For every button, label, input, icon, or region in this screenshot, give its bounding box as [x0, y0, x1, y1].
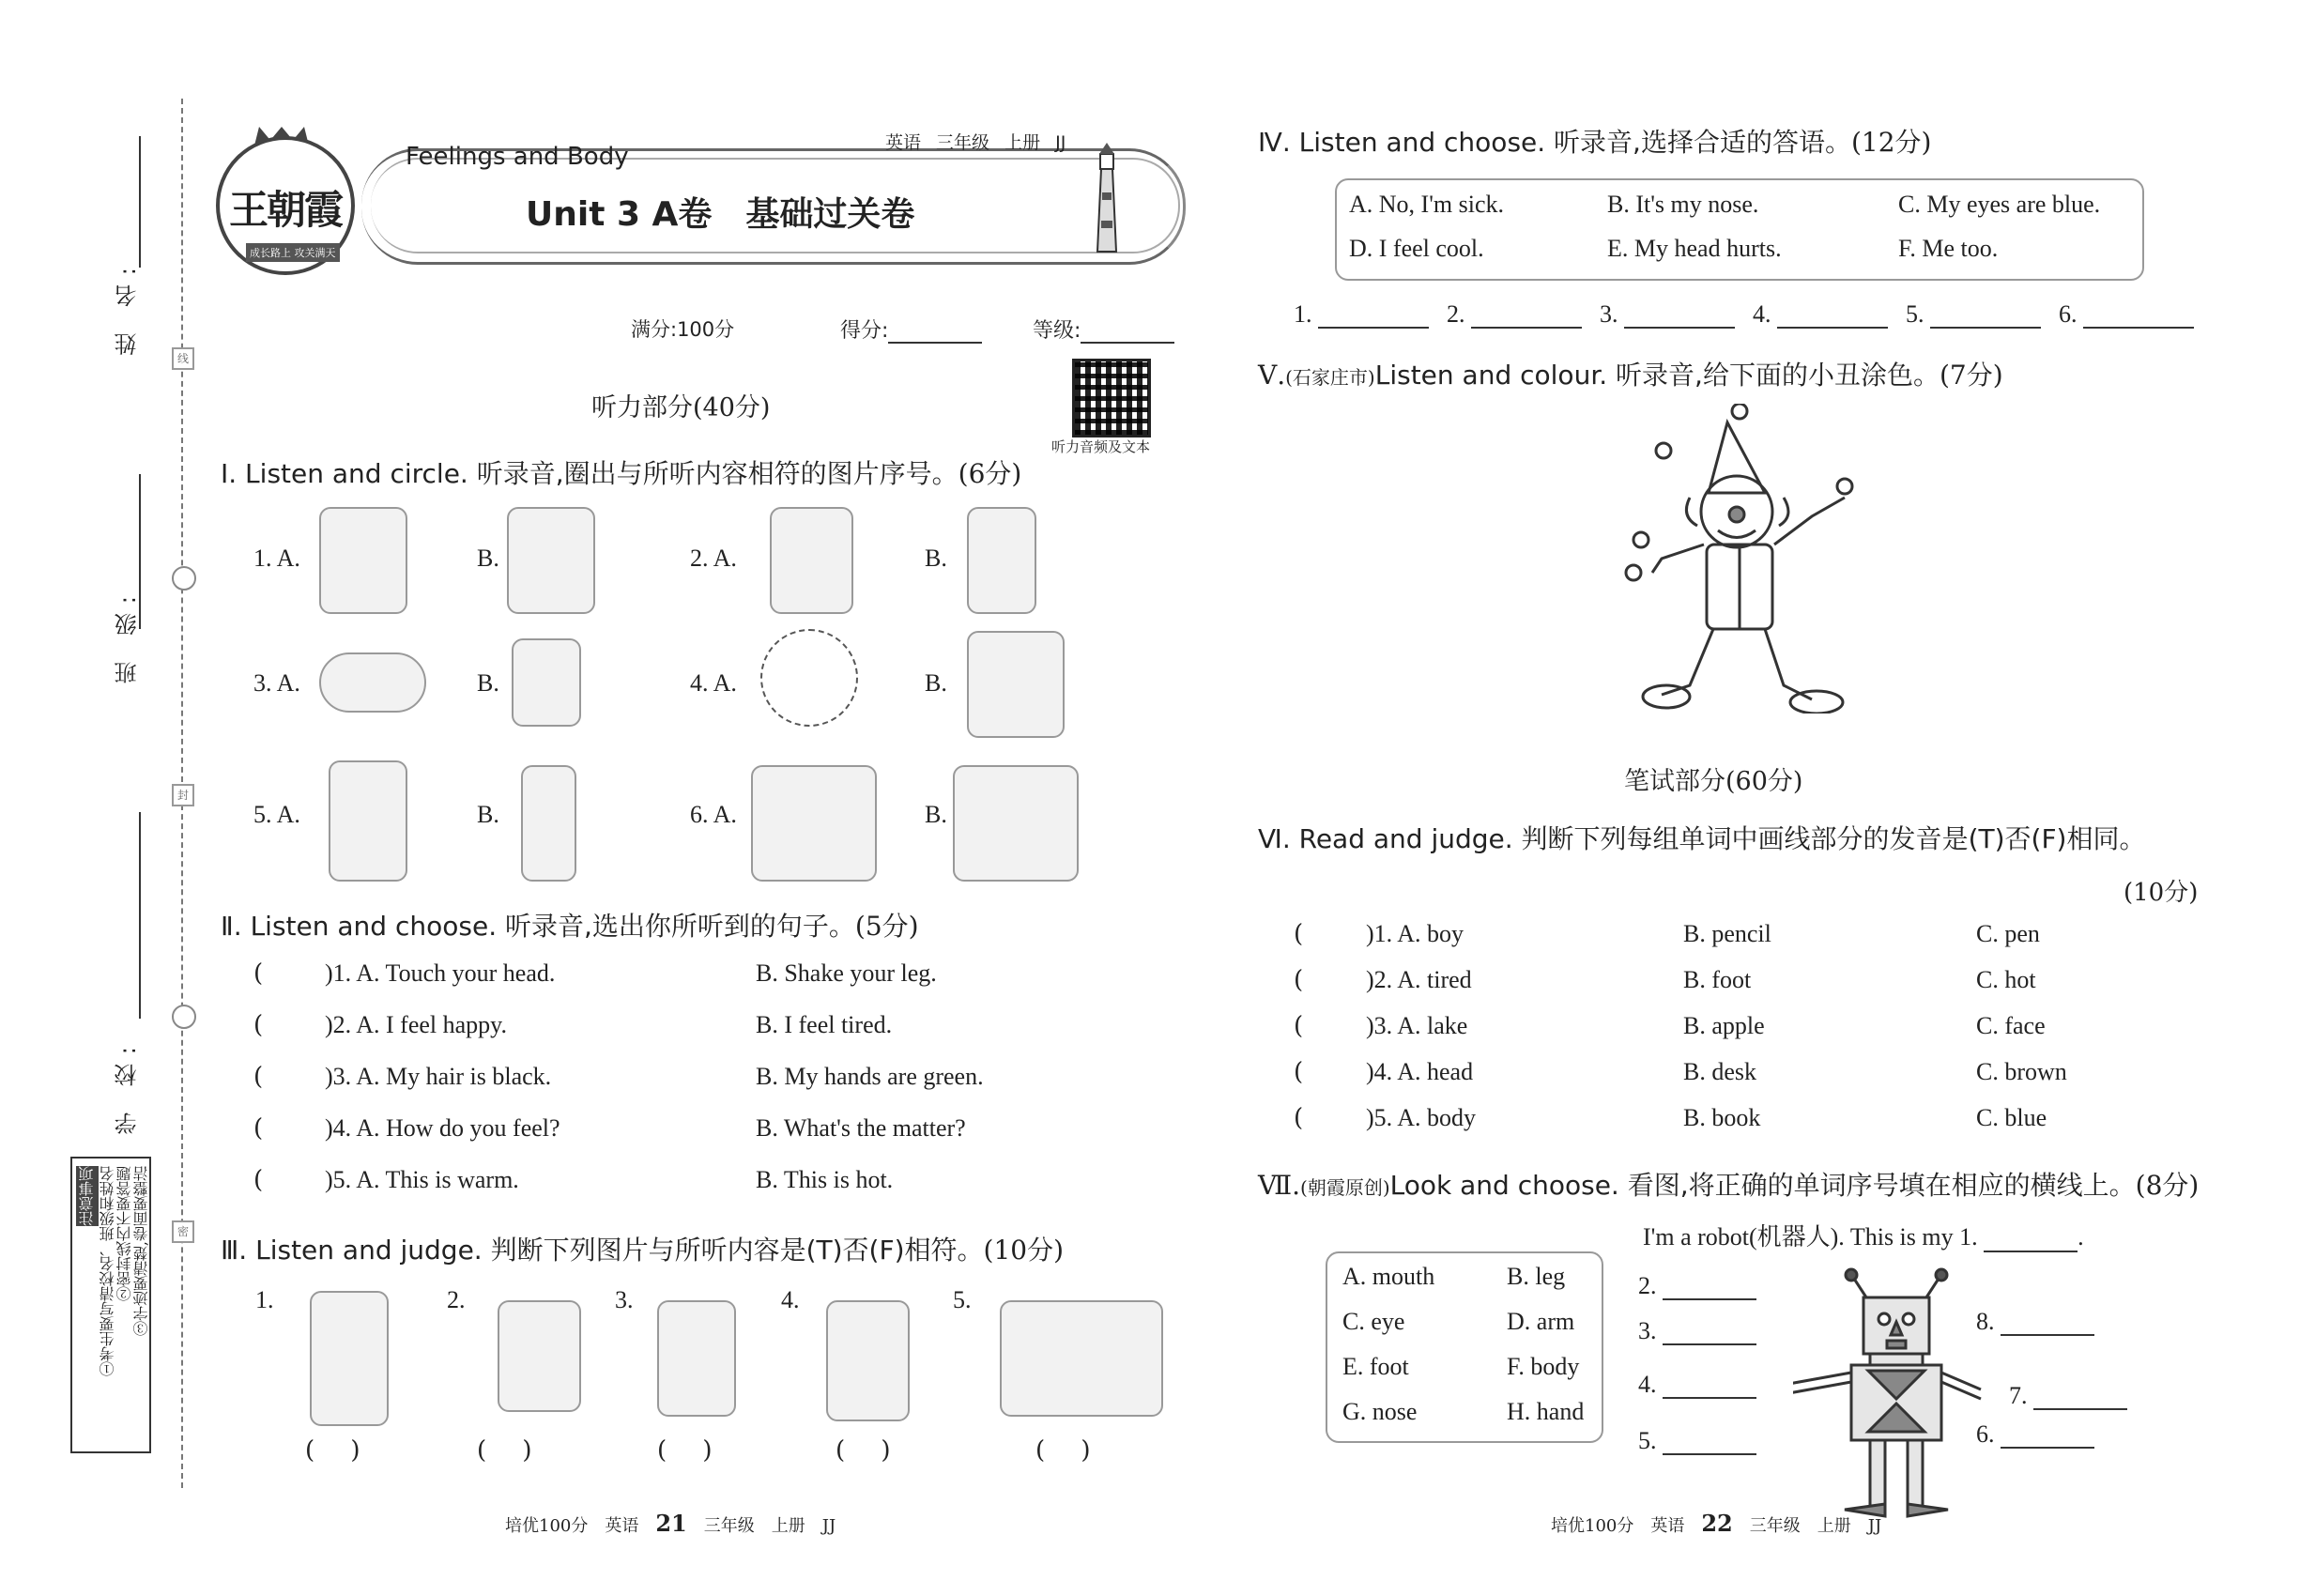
monster-picture[interactable] [329, 760, 407, 882]
word-a: )1. A. boy [1366, 920, 1464, 947]
item-label: 4. A. [690, 669, 737, 697]
answer-bracket[interactable]: ( [1294, 920, 1304, 948]
answer-bracket[interactable]: ( ) [836, 1436, 891, 1465]
answer-slot: 6. [2059, 300, 2194, 329]
course-meta: 英语 三年级 上册 JJ [885, 132, 1066, 153]
option-a: )5. A. This is warm. [325, 1166, 519, 1193]
choice-option: E. My head hurts. [1607, 235, 1782, 262]
word-c: C. brown [1976, 1058, 2067, 1085]
binding-hole-icon [172, 566, 196, 591]
foot-picture[interactable] [967, 507, 1036, 614]
item-number: 1. [255, 1286, 274, 1313]
answer-bracket[interactable]: ( [253, 959, 264, 988]
notice-title: 注意事项 [76, 1166, 99, 1226]
answer-bracket[interactable]: ( [1294, 1012, 1304, 1040]
word-c: C. blue [1976, 1104, 2047, 1131]
item-label: B. [925, 669, 947, 697]
answer-slot: 4. [1753, 300, 1888, 329]
monster-hands-picture [826, 1300, 910, 1421]
word-c: C. hot [1976, 966, 2036, 993]
word-c: C. face [1976, 1012, 2046, 1039]
nose-picture[interactable] [512, 638, 581, 727]
answer-slot: 5. [1906, 300, 2041, 329]
notice-item: ③字迹要清楚,卷面要整洁 [132, 1166, 150, 1337]
answer-blank[interactable] [1930, 327, 2041, 329]
family-dinner-picture [1000, 1300, 1163, 1417]
option-b: B. What's the matter? [756, 1114, 966, 1142]
answer-bracket[interactable]: ( [1294, 1104, 1304, 1132]
answer-bracket[interactable]: ( [1294, 1058, 1304, 1086]
option-a: )2. A. I feel happy. [325, 1011, 507, 1038]
family-picture-b[interactable] [953, 765, 1079, 882]
item-label: 3. A. [253, 669, 300, 697]
answer-blank[interactable] [1318, 327, 1429, 329]
page-title: Unit 3 A卷 基础过关卷 [526, 195, 915, 234]
answer-blank[interactable] [2001, 1334, 2094, 1336]
choice-option: F. Me too. [1898, 235, 1999, 262]
blank-label: 5. [1638, 1427, 1756, 1455]
word-b: B. apple [1683, 1012, 1765, 1039]
answer-slot: 3. [1600, 300, 1735, 329]
alien-picture [657, 1300, 736, 1417]
full-score: 满分:100分 [631, 318, 735, 341]
score-field [840, 315, 982, 344]
blank-label: 3. [1638, 1317, 1756, 1345]
hand-picture[interactable] [770, 507, 853, 614]
girl-crying-picture[interactable] [507, 507, 595, 614]
family-picture-a[interactable] [751, 765, 877, 882]
section-6-title: Ⅵ. Read and judge. 判断下列每组单词中画线部分的发音是(T)否(F)相同。 [1258, 823, 2146, 854]
item-label: B. [925, 545, 947, 572]
option-b: B. Shake your leg. [756, 959, 937, 987]
grade-field [1033, 315, 1174, 344]
answer-bracket[interactable]: ( ) [1035, 1436, 1091, 1465]
seal-mark: 线 [172, 347, 194, 370]
word-bank-item: D. arm [1507, 1308, 1575, 1335]
answer-blank[interactable] [2083, 327, 2194, 329]
robot-intro: I'm a robot(机器人). This is my 1. . [1643, 1223, 2084, 1251]
word-a: )4. A. head [1366, 1058, 1474, 1085]
unit-subtitle: Feelings and Body [406, 143, 629, 171]
section-6-points: (10分) [2124, 879, 2199, 907]
name-label: 姓 名: [115, 258, 141, 356]
answer-bracket[interactable]: ( [253, 1114, 264, 1143]
word-a: )5. A. body [1366, 1104, 1476, 1131]
blank-label: 8. [1976, 1308, 2094, 1336]
notice-box [70, 1157, 151, 1453]
section-5-title: Ⅴ.(石家庄市)Listen and colour. 听录音,给下面的小丑涂色。(7分) [1258, 360, 2003, 391]
school-field[interactable] [139, 812, 141, 1019]
word-bank-item: G. nose [1342, 1398, 1418, 1425]
qr-caption: 听力音频及文本 [1051, 438, 1151, 455]
item-label: B. [477, 545, 499, 572]
blank-label: 4. [1638, 1371, 1756, 1399]
listening-heading: 听力部分(40分) [591, 393, 771, 422]
option-b: B. This is hot. [756, 1166, 894, 1193]
name-field[interactable] [139, 136, 141, 268]
page-number: 21 [655, 1510, 687, 1537]
section-1-title: Ⅰ. Listen and circle. 听录音,圈出与所听内容相符的图片序号。(6分) [221, 458, 1022, 489]
boy-face-picture[interactable] [319, 507, 407, 614]
lighthouse-icon [1094, 141, 1120, 253]
sick-boy-picture [310, 1291, 389, 1426]
tall-monster-picture[interactable] [521, 765, 576, 882]
word-bank-item: B. leg [1507, 1263, 1566, 1290]
item-label: 1. A. [253, 545, 300, 572]
answer-bracket[interactable]: ( [253, 1166, 264, 1194]
answer-blank[interactable] [1777, 327, 1888, 329]
boy-touching-nose-picture [498, 1300, 581, 1412]
choice-option: D. I feel cool. [1349, 235, 1484, 262]
item-number: 5. [953, 1286, 972, 1313]
answer-blank[interactable] [1984, 1251, 2078, 1252]
word-bank-item: A. mouth [1342, 1263, 1435, 1290]
class-label: 班 级: [115, 587, 141, 684]
footer-right: 培优100分 英语 22 三年级 上册 JJ [1551, 1510, 1882, 1537]
word-b: B. pencil [1683, 920, 1771, 947]
section-2-title: Ⅱ. Listen and choose. 听录音,选出你所听到的句子。(5分) [221, 911, 919, 942]
word-bank-item: C. eye [1342, 1308, 1405, 1335]
choice-option: B. It's my nose. [1607, 191, 1759, 218]
blank-label: 6. [1976, 1420, 2094, 1449]
item-label: 2. A. [690, 545, 737, 572]
item-number: 2. [447, 1286, 466, 1313]
answer-blank[interactable] [1663, 1453, 1756, 1455]
item-label: B. [477, 801, 499, 828]
option-b: B. My hands are green. [756, 1063, 984, 1090]
cat-picture-circled[interactable] [760, 629, 858, 727]
option-a: )4. A. How do you feel? [325, 1114, 560, 1142]
choice-option: A. No, I'm sick. [1349, 191, 1505, 218]
word-bank-item: F. body [1507, 1353, 1580, 1380]
seal-mark: 封 [172, 784, 194, 806]
school-label: 学 校: [115, 1037, 141, 1135]
blank-label: 2. [1638, 1272, 1756, 1300]
binding-hole-icon [172, 1005, 196, 1029]
qr-code-icon[interactable] [1072, 359, 1151, 437]
class-field[interactable] [139, 474, 141, 629]
choice-option: C. My eyes are blue. [1898, 191, 2101, 218]
grade-blank[interactable] [1081, 321, 1174, 344]
section-4-title: Ⅳ. Listen and choose. 听录音,选择合适的答语。(12分) [1258, 127, 1932, 158]
footer-left: 培优100分 英语 21 三年级 上册 JJ [505, 1510, 836, 1537]
answer-bracket[interactable]: ( [253, 1063, 264, 1091]
notice-item: ②密封线内不要答题 [115, 1166, 133, 1301]
answer-slot: 1. [1294, 300, 1429, 329]
answer-bracket[interactable]: ( [253, 1011, 264, 1039]
item-label: 5. A. [253, 801, 300, 828]
word-bank-item: E. foot [1342, 1353, 1409, 1380]
score-label: 得分: [840, 319, 889, 343]
brand-tag: 成长路上 攻关满天 [246, 243, 340, 262]
word-a: )3. A. lake [1366, 1012, 1468, 1039]
dog-picture[interactable] [967, 631, 1065, 738]
answer-slot: 2. [1447, 300, 1582, 329]
answer-blank[interactable] [1471, 327, 1582, 329]
answer-blank[interactable] [2001, 1447, 2094, 1449]
word-bank-item: H. hand [1507, 1398, 1585, 1425]
word-c: C. pen [1976, 920, 2040, 947]
answer-bracket[interactable]: ( ) [477, 1436, 532, 1465]
answer-bracket[interactable]: ( [1294, 966, 1304, 994]
answer-bracket[interactable]: ( ) [657, 1436, 713, 1465]
item-label: B. [477, 669, 499, 697]
word-b: B. desk [1683, 1058, 1756, 1085]
item-label: B. [925, 801, 947, 828]
item-number: 4. [781, 1286, 800, 1313]
answer-blank[interactable] [1663, 1298, 1756, 1300]
word-b: B. foot [1683, 966, 1752, 993]
section-7-title: Ⅶ.(朝霞原创)Look and choose. 看图,将正确的单词序号填在相应的横线上。(8分) [1258, 1170, 2200, 1201]
blank-label: 7. [2009, 1382, 2127, 1410]
item-label: 6. A. [690, 801, 737, 828]
robot-picture [1793, 1267, 2037, 1521]
brand-name: 王朝霞 [228, 187, 342, 233]
option-a: )1. A. Touch your head. [325, 959, 556, 987]
score-blank[interactable] [888, 321, 982, 344]
answer-bracket[interactable]: ( ) [305, 1436, 360, 1465]
notice-item: ①考生要写清校名、班级和姓名 [99, 1166, 116, 1376]
lips-picture[interactable] [319, 652, 426, 713]
page-number: 22 [1701, 1510, 1733, 1537]
writing-heading: 笔试部分(60分) [1624, 767, 1803, 796]
word-a: )2. A. tired [1366, 966, 1472, 993]
option-b: B. I feel tired. [756, 1011, 893, 1038]
answer-blank[interactable] [2033, 1408, 2127, 1410]
grade-label: 等级: [1033, 319, 1081, 343]
answer-blank[interactable] [1663, 1343, 1756, 1345]
option-a: )3. A. My hair is black. [325, 1063, 552, 1090]
seal-mark: 密 [172, 1220, 194, 1243]
answer-blank[interactable] [1663, 1397, 1756, 1399]
section-3-title: Ⅲ. Listen and judge. 判断下列图片与所听内容是(T)否(F)相符。(10分) [221, 1235, 1064, 1266]
answer-blank[interactable] [1624, 327, 1735, 329]
item-number: 3. [615, 1286, 634, 1313]
word-b: B. book [1683, 1104, 1761, 1131]
clown-picture[interactable] [1624, 404, 1878, 714]
brand-logo [216, 136, 355, 275]
